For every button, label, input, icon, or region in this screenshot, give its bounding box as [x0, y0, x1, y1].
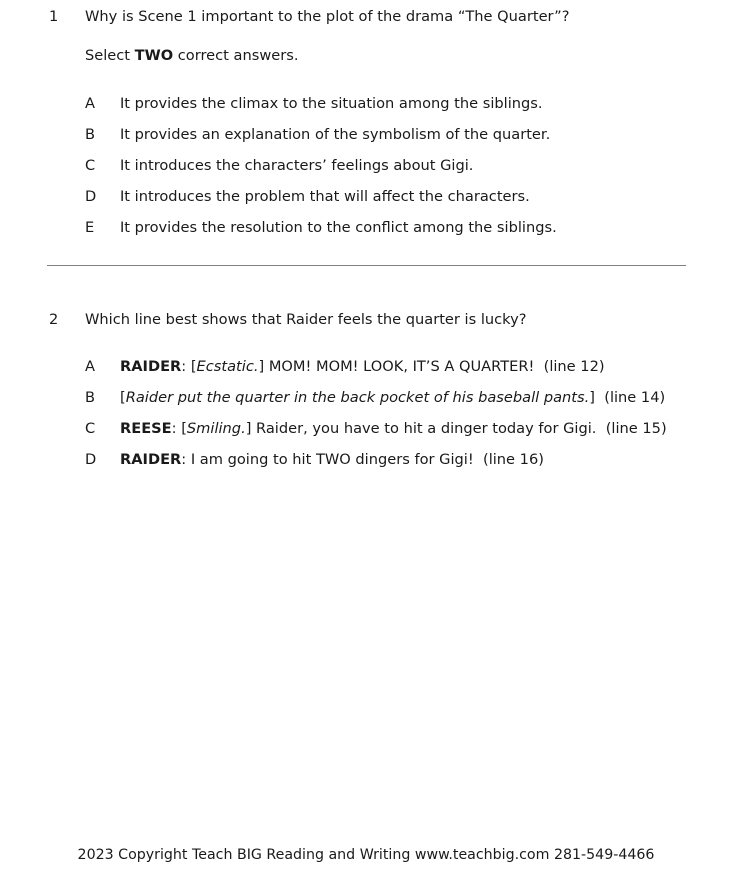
option-row-2b[interactable] — [0, 387, 732, 418]
question-1-options — [0, 93, 732, 248]
speaker-separator-2d: : — [181, 451, 191, 468]
dialogue-2d: I am going to hit TWO dingers for Gigi! — [190, 451, 474, 468]
option-row-1e[interactable] — [0, 217, 732, 248]
option-letter-1e: E — [85, 219, 95, 236]
option-text-2c — [120, 418, 732, 439]
page-footer: 2023 Copyright Teach BIG Reading and Writing www.teachbig.com 281-549-4466 — [77, 847, 655, 863]
option-row-1a[interactable] — [0, 93, 732, 124]
line-reference-2c: (line 15) — [596, 420, 667, 437]
bracket-close-2c: ] — [245, 420, 257, 437]
option-text-2d — [120, 449, 732, 470]
option-text-1c: It introduces the characters’ feelings about Gigi. — [120, 157, 474, 174]
stage-direction-2a: Ecstatic. — [196, 358, 259, 375]
option-text-1b: It provides an explanation of the symbolism of the quarter. — [120, 126, 551, 143]
dialogue-2c: Raider, you have to hit a dinger today for Gigi. — [256, 420, 597, 437]
question-1-instruction-row — [0, 45, 732, 66]
question-block-2 — [0, 309, 732, 480]
instruction-suffix: correct answers. — [173, 47, 299, 64]
option-row-1b[interactable] — [0, 124, 732, 155]
dialogue-2a: MOM! MOM! LOOK, IT’S A QUARTER! — [268, 358, 535, 375]
speaker-name-2c: REESE — [120, 420, 172, 437]
line-reference-2a: (line 12) — [534, 358, 605, 375]
line-reference-2b: (line 14) — [594, 389, 666, 406]
question-2-stem-text: Which line best shows that Raider feels the quarter is lucky? — [85, 311, 527, 328]
option-letter-2b: B — [85, 389, 96, 406]
option-row-1d[interactable] — [0, 186, 732, 217]
option-text-2b — [120, 387, 732, 408]
option-text-1e: It provides the resolution to the conflict among the siblings. — [120, 219, 557, 236]
question-1-stem-text: Why is Scene 1 important to the plot of the drama “The Quarter”? — [85, 8, 570, 25]
speaker-name-2d: RAIDER — [120, 451, 182, 468]
line-reference-2d: (line 16) — [473, 451, 544, 468]
speaker-separator-2c: : [ — [171, 420, 187, 437]
question-1-number: 1 — [49, 8, 59, 25]
option-text-1d: It introduces the problem that will affect the characters. — [120, 188, 530, 205]
option-text-1a: It provides the climax to the situation among the siblings. — [120, 95, 543, 112]
option-row-1c[interactable] — [0, 155, 732, 186]
speaker-name-2a: RAIDER — [120, 358, 182, 375]
speaker-separator-2a: : [ — [181, 358, 197, 375]
option-letter-1b: B — [85, 126, 96, 143]
option-letter-2d: D — [85, 451, 97, 468]
question-2-number: 2 — [49, 311, 59, 328]
option-letter-1c: C — [85, 157, 96, 174]
option-row-2c[interactable] — [0, 418, 732, 449]
stage-direction-2c: Smiling. — [186, 420, 246, 437]
stage-direction-2b: Raider put the quarter in the back pocket of his baseball pants. — [125, 389, 590, 406]
instruction-prefix: Select — [85, 47, 135, 64]
option-letter-2a: A — [85, 358, 95, 375]
question-2-options — [0, 356, 732, 480]
option-text-2a — [120, 356, 732, 377]
section-divider — [47, 265, 686, 266]
bracket-close-2b: ] — [589, 389, 595, 406]
bracket-close-2a: ] — [258, 358, 269, 375]
question-1-instruction-text — [85, 45, 732, 66]
option-letter-1d: D — [85, 188, 97, 205]
option-letter-1a: A — [85, 95, 95, 112]
question-2-stem-row — [0, 309, 732, 330]
option-row-2a[interactable] — [0, 356, 732, 387]
option-letter-2c: C — [85, 420, 96, 437]
speaker-separator-2b: [ — [120, 389, 126, 406]
question-block-1 — [0, 6, 732, 248]
instruction-emphasis: TWO — [134, 47, 174, 64]
option-row-2d[interactable] — [0, 449, 732, 480]
question-1-stem-row — [0, 6, 732, 27]
